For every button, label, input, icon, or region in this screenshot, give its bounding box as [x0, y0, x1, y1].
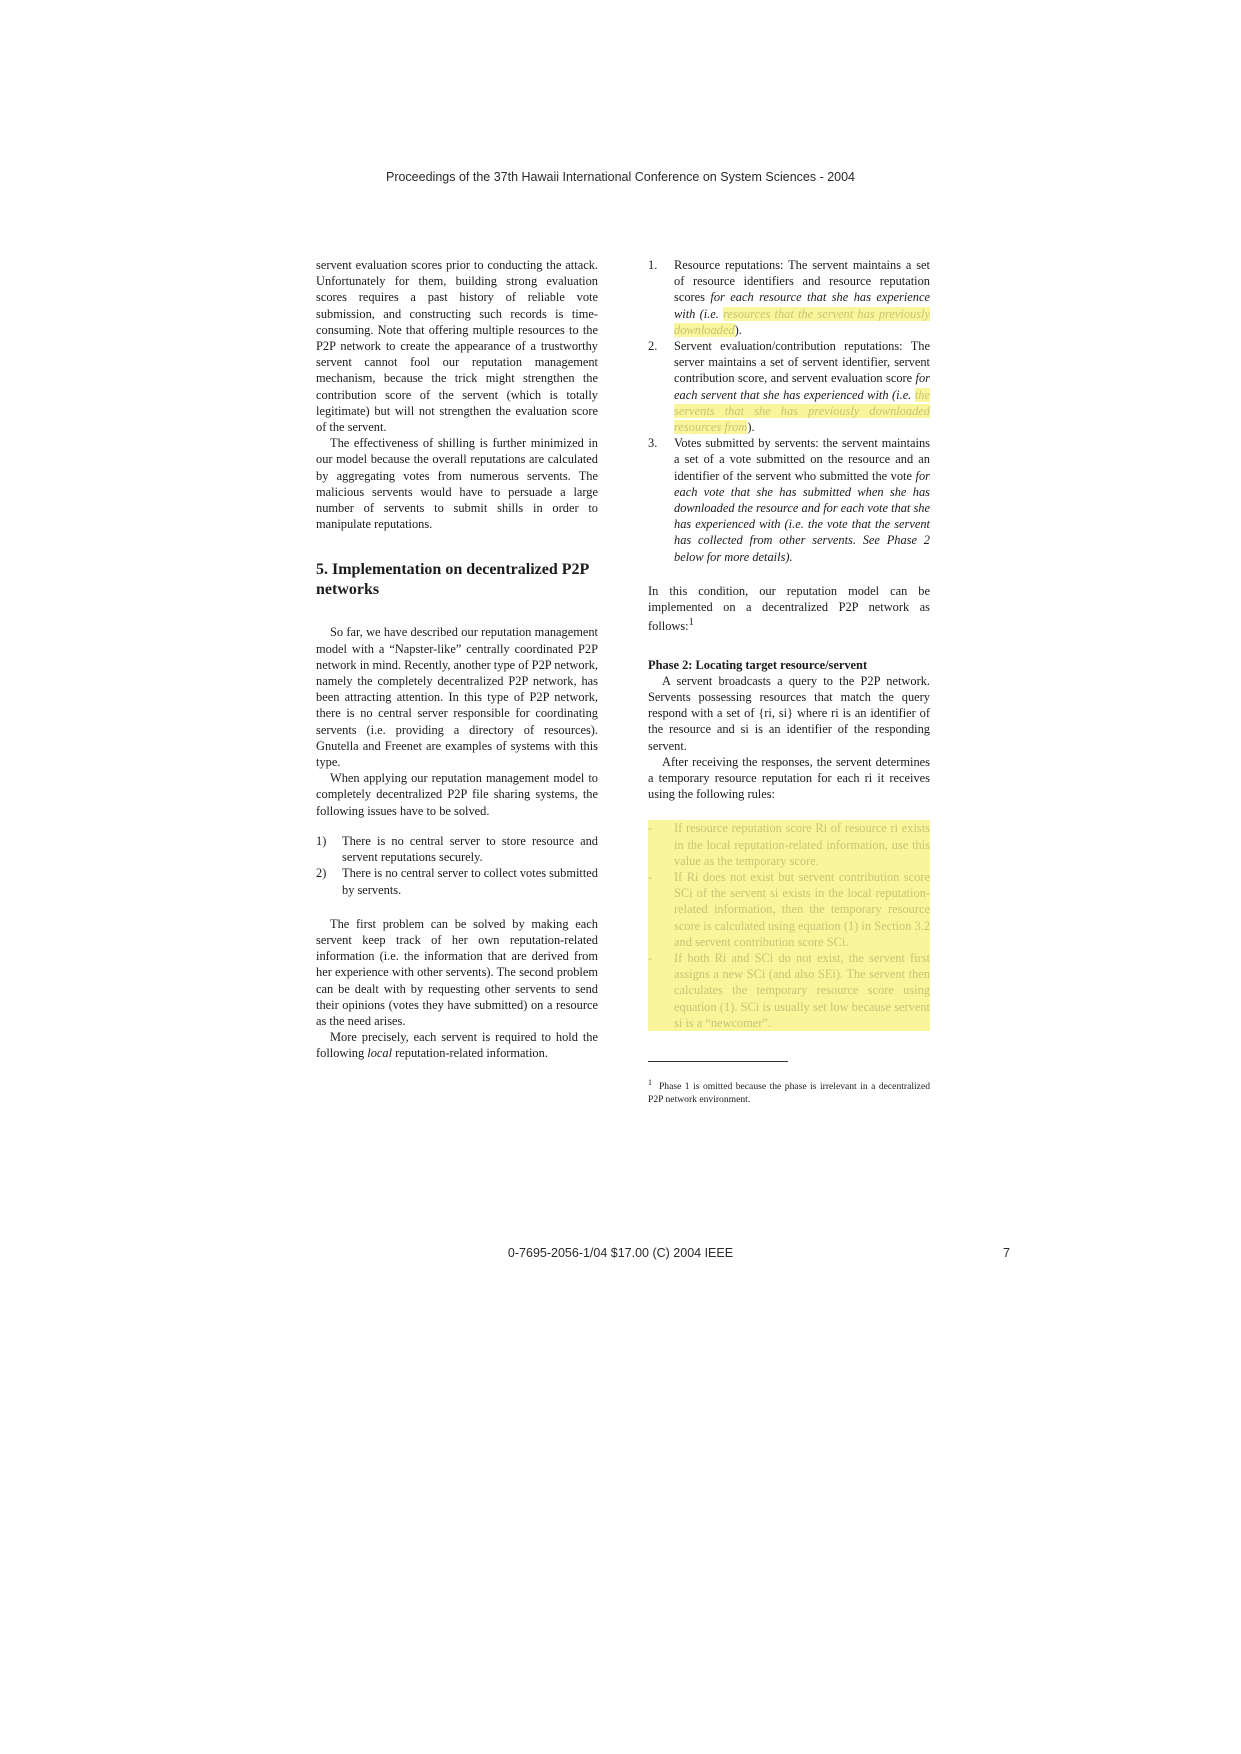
local-info-list: [648, 257, 930, 565]
page-number: 7: [1003, 1246, 1010, 1260]
list-item: - If both Ri and SCi do not exist, the servent first assigns a new SCi (and also SEi). The servent then calculates the temporary resource score using equation (1). SCi is usually set low because servent si is a “newcomer”.: [648, 951, 930, 1030]
paragraph: After receiving the responses, the servent determines a temporary resource reputation for each ri it receives using the following rules:: [648, 754, 930, 802]
section-title: 5. Implementation on decentralized P2P networks: [316, 561, 589, 599]
paragraph: More precisely, each servent is required to hold the following local reputation-related information.: [316, 1030, 598, 1061]
highlight: resources that the servent has previously downloaded: [674, 306, 930, 337]
left-column: [316, 257, 598, 1062]
issues-list: [316, 833, 598, 898]
rules-list: [648, 820, 930, 1031]
list-item: 2) There is no central server to collect votes submitted by servents.: [316, 866, 598, 897]
running-header: Proceedings of the 37th Hawaii International Conference on System Sciences - 2004: [385, 170, 856, 184]
list-item: 3. Votes submitted by servents: the servent maintains a set of a vote submitted on the resource and an identifier of the servent who submitted the vote for each vote that she has submitted when she has downloaded the resource and for each vote that she has experienced with (i.e. the vote that the servent has collected from other servents. See Phase 2 below for more details).: [648, 436, 930, 564]
paragraph: The first problem can be solved by making each servent keep track of her own reputation-related information (i.e. the information that are derived from her experience with other servents). The second problem can be dealt with by requesting other servents to send their opinions (votes they have submitted) on a resource as the need arises.: [316, 916, 598, 1028]
paragraph: When applying our reputation management model to completely decentralized P2P file sharing systems, the following issues have to be solved.: [316, 771, 598, 818]
right-column: [648, 257, 930, 1106]
phase-title: Phase 2: Locating target resource/servent: [648, 657, 868, 672]
footnote-rule: [648, 1061, 788, 1062]
list-item: - If resource reputation score Ri of resource ri exists in the local reputation-related information, use this value as the temporary score.: [648, 821, 930, 868]
footnote-mark: 1: [688, 617, 694, 629]
list-item: 2. Servent evaluation/contribution reputations: The server maintains a set of servent identifier, servent contribution score, and servent evaluation score for each servent that she has experienced with (i.e. the servents that she has previously downloaded resources from).: [648, 339, 930, 435]
paragraph: So far, we have described our reputation management model with a “Napster-like” centrally coordinated P2P network in mind. Recently, another type of P2P network, namely the completely decentralized P2P network, has been attracting attention. In this type of P2P network, there is no central server responsible for coordinating servents (i.e. providing a directory of resources). Gnutella and Freenet are examples of systems with this type.: [316, 625, 598, 770]
highlight: the servents that she has previously downloaded resources from: [674, 387, 930, 435]
footnote: $^1$ Phase 1 is omitted because the phase is irrelevant in a decentralized P2P network environment.: [648, 1078, 930, 1106]
footer-copyright: 0-7695-2056-1/04 $17.00 (C) 2004 IEEE: [507, 1246, 734, 1260]
list-item: 1. Resource reputations: The servent maintains a set of resource identifiers and resource reputation scores for each resource that she has experience with (i.e. resources that the servent has previously downloaded).: [648, 258, 930, 337]
list-item: - If Ri does not exist but servent contribution score SCi of the servent si exists in the local reputation-related information, then the temporary resource score is calculated using equation (1) in Section 3.2 and servent contribution score SCi.: [648, 870, 930, 949]
paragraph: The effectiveness of shilling is further minimized in our model because the overall reputations are calculated by aggregating votes from numerous servents. The malicious servents would have to persuade a large number of servents to submit shills in order to manipulate reputations.: [316, 436, 598, 532]
paragraph: In this condition, our reputation model can be implemented on a decentralized P2P network as follows:$^1$: [648, 583, 930, 634]
paragraph: A servent broadcasts a query to the P2P network. Servents possessing resources that match the query respond with a set of {ri, si} where ri is an identifier of the resource and si is an identifier of the responding servent.: [648, 673, 930, 753]
list-item: 1) There is no central server to store resource and servent reputations securely.: [316, 833, 598, 865]
paragraph: servent evaluation scores prior to conducting the attack. Unfortunately for them, building strong evaluation scores requires a past history of reliable vote submission, and constructing such records is time-consuming. Note that offering multiple resources to the P2P network to create the appearance of a trustworthy servent cannot fool our reputation management mechanism, because the trick might strengthen the contribution score of the servent (which is totally legitimate) but will not strengthen the evaluation score of the servent.: [316, 258, 598, 435]
